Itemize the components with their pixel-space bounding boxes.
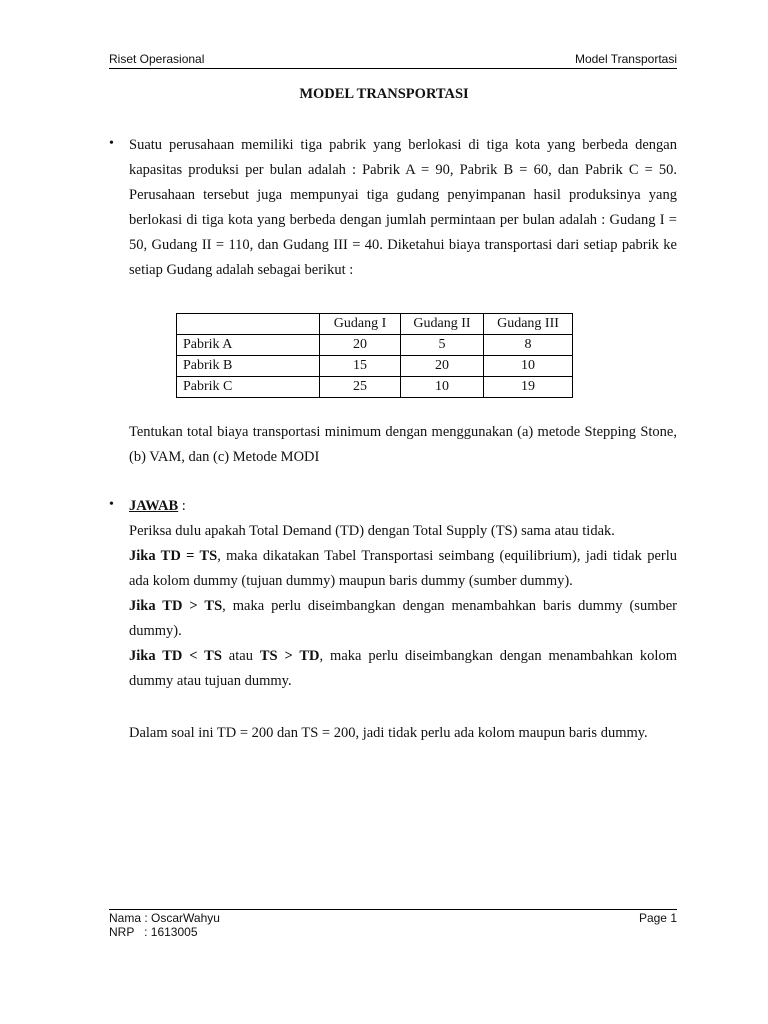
table-column-header: Gudang I <box>320 314 401 335</box>
table-cell: 10 <box>484 356 573 377</box>
table-cell: 8 <box>484 335 573 356</box>
document-title: MODEL TRANSPORTASI <box>299 86 469 102</box>
question-paragraph <box>129 420 677 470</box>
table-corner-cell <box>177 314 320 335</box>
table-cell: 19 <box>484 377 573 398</box>
footer-student-id: NRP : 1613005 <box>109 925 198 939</box>
page-header <box>109 52 677 69</box>
case-supply-greater-text: , maka perlu diseimbangkan dengan menambahkan kolom dummy atau tujuan dummy. <box>129 648 677 689</box>
answer-heading-label: JAWAB <box>129 498 179 514</box>
header-chapter-title: Model Transportasi <box>574 52 677 66</box>
table-row <box>177 377 573 398</box>
conclusion-text: Dalam soal ini TD = 200 dan TS = 200, jadi tidak perlu ada kolom maupun baris dummy. <box>129 725 648 741</box>
answer-heading <box>129 494 677 519</box>
table-cell: 5 <box>401 335 484 356</box>
problem-paragraph <box>129 133 677 283</box>
problem-text: Suatu perusahaan memiliki tiga pabrik yang berlokasi di tiga kota yang berbeda dengan kapasitas produksi per bulan adalah : Pabrik A = 90, Pabrik B = 60, dan Pabrik C = 50. Perusahaan tersebut juga mempunyai tiga gudang penyimpanan hasil produksinya yang berlokasi di tiga kota yang berbeda dengan jumlah permintaan per bulan adalah : Gudang I = 50, Gudang II = 110, dan Gudang III = 40. Diketahui biaya transportasi dari setiap pabrik ke setiap Gudang adalah sebagai berikut : <box>129 137 677 278</box>
table-column-header: Gudang II <box>401 314 484 335</box>
bullet-problem: • <box>109 136 114 151</box>
table-cell: 20 <box>320 335 401 356</box>
table-cell: 20 <box>401 356 484 377</box>
answer-case-supply-greater <box>129 644 677 694</box>
case-demand-greater-text: , maka perlu diseimbangkan dengan menambahkan baris dummy (sumber dummy). <box>129 598 677 639</box>
footer-author-name: Nama : OscarWahyu <box>109 911 220 925</box>
page-footer <box>109 909 677 939</box>
table-row <box>177 356 573 377</box>
answer-case-demand-greater <box>129 594 677 644</box>
conclusion-paragraph <box>129 721 677 746</box>
table-header-row <box>177 314 573 335</box>
table-row-label: Pabrik B <box>177 356 320 377</box>
answer-case-equal <box>129 544 677 594</box>
question-text: Tentukan total biaya transportasi minimum dengan menggunakan (a) metode Stepping Stone, (b) VAM, dan (c) Metode MODI <box>129 424 677 465</box>
table-cell: 10 <box>401 377 484 398</box>
table-column-header: Gudang III <box>484 314 573 335</box>
case-equal-text: , maka dikatakan Tabel Transportasi seimbang (equilibrium), jadi tidak perlu ada kolom dummy (tujuan dummy) maupun baris dummy (sumber dummy). <box>129 548 677 589</box>
table-cell: 25 <box>320 377 401 398</box>
answer-section <box>129 494 677 694</box>
header-course-title: Riset Operasional <box>109 52 205 66</box>
case-supply-greater-connector: atau <box>221 648 260 664</box>
case-supply-greater-condition-a: Jika TD < TS <box>129 648 222 664</box>
answer-heading-suffix: : <box>178 498 186 514</box>
table-cell: 15 <box>320 356 401 377</box>
case-equal-condition: Jika TD = TS <box>129 548 218 564</box>
table-row <box>177 335 573 356</box>
cost-table <box>176 313 573 398</box>
table-row-label: Pabrik C <box>177 377 320 398</box>
table-row-label: Pabrik A <box>177 335 320 356</box>
answer-intro: Periksa dulu apakah Total Demand (TD) dengan Total Supply (TS) sama atau tidak. <box>129 523 615 539</box>
footer-page-number: Page 1 <box>638 911 677 925</box>
case-demand-greater-condition: Jika TD > TS <box>129 598 223 614</box>
bullet-answer: • <box>109 497 114 512</box>
case-supply-greater-condition-b: TS > TD <box>259 648 320 664</box>
